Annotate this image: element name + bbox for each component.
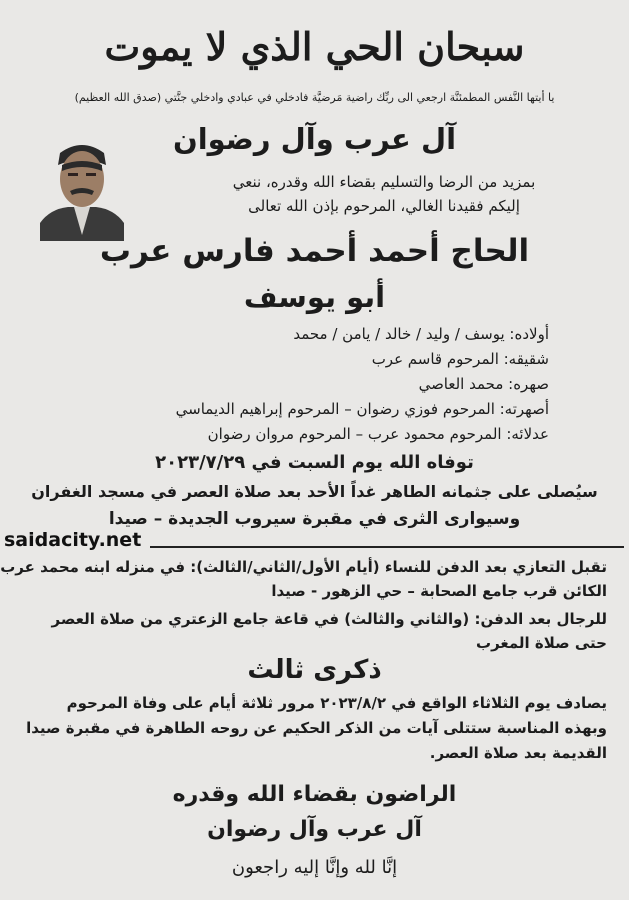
deceased-name: الحاج أحمد أحمد فارس عرب xyxy=(99,233,530,269)
burial-line: وسيوارى الثرى في مقبرة سيروب الجديدة – صيدا xyxy=(108,509,521,529)
closing-family-name: آل عرب وآل رضوان xyxy=(207,817,422,842)
intro-line-2: إليكم فقيدنا الغالي، المرحوم بإذن الله تعالى xyxy=(248,197,520,215)
third-day-line-3: القديمة بعد صلاة العصر. xyxy=(429,744,607,762)
women-condolence-line-1: تقبل التعازي بعد الدفن للنساء (أيام الأول/الثاني/الثالث): في منزله ابنه محمد عرب xyxy=(0,558,607,576)
watermark-url: saidacity.net xyxy=(4,529,142,551)
closing-verse: إنَّا لله وإنَّا إليه راجعون xyxy=(231,857,398,878)
in-laws-line: أصهرته: المرحوم فوزي رضوان – المرحوم إبراهيم الديماسي xyxy=(175,400,549,418)
intro-line-1: بمزيد من الرضا والتسليم بقضاء الله وقدره، ننعي xyxy=(232,173,536,191)
divider-line xyxy=(150,546,624,548)
closing-line-1: الراضون بقضاء الله وقدره xyxy=(172,782,457,807)
prayer-line: سيُصلى على جثمانه الطاهر غداً الأحد بعد صلاة العصر في مسجد الغفران xyxy=(31,482,598,501)
women-condolence-line-2: الكائن قرب جامع الصحابة – حي الزهور - صيدا xyxy=(271,582,607,600)
third-day-line-2: وبهذه المناسبة ستتلى آيات من الذكر الحكيم عن روحه الطاهرة في مقبرة صيدا xyxy=(26,719,607,737)
men-condolence-line-2: حتى صلاة المغرب xyxy=(476,634,607,652)
deceased-kunya: أبو يوسف xyxy=(243,280,386,314)
third-day-title: ذكرى ثالث xyxy=(247,655,382,685)
brother-line: شقيقه: المرحوم قاسم عرب xyxy=(371,350,549,368)
family-name-heading: آل عرب وآل رضوان xyxy=(172,122,457,156)
son-in-law-line: صهره: محمد العاصي xyxy=(418,375,549,393)
co-in-laws-line: عدلائه: المرحوم محمود عرب – المرحوم مروان رضوان xyxy=(207,425,549,443)
quran-verse: يا أيتها النَّفس المطمئنَّة ارجعي الى ربِّك راضية مَرضيَّة فادخلي في عبادي وادخلي جنَّتي (صدق الله العظيم) xyxy=(74,91,555,104)
calligraphy-header: سبحان الحي الذي لا يموت xyxy=(104,24,525,69)
portrait-image xyxy=(40,135,124,241)
children-line: أولاده: يوسف / وليد / خالد / يامن / محمد xyxy=(293,325,549,343)
third-day-line-1: يصادف يوم الثلاثاء الواقع في ٢٠٢٣/٨/٢ مرور ثلاثة أيام على وفاة المرحوم xyxy=(66,694,607,712)
deceased-portrait xyxy=(40,135,124,241)
men-condolence-line-1: للرجال بعد الدفن: (والثاني والثالث) في قاعة جامع الزعتري من صلاة العصر xyxy=(51,610,607,628)
death-date-line: توفاه الله يوم السبت في ٢٠٢٣/٧/٢٩ xyxy=(155,452,474,473)
